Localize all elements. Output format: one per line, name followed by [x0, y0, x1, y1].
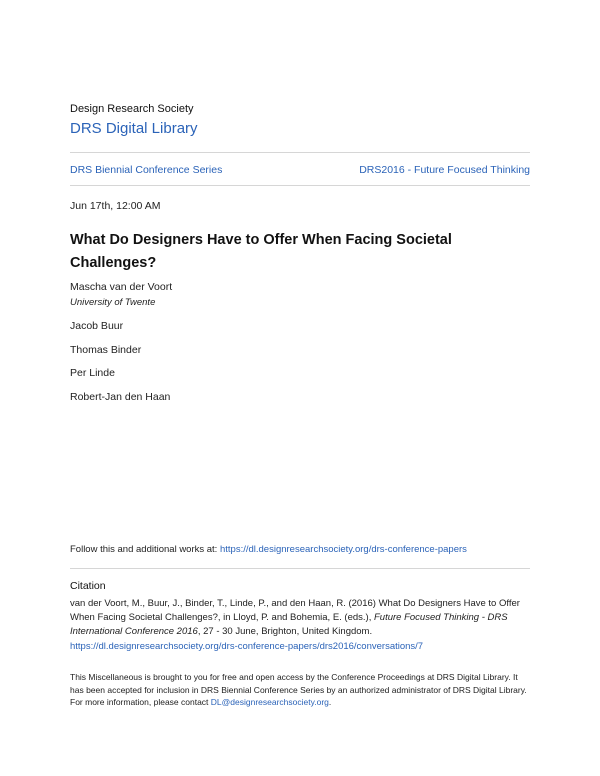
- author-name: Thomas Binder: [70, 344, 142, 356]
- access-notice: [70, 671, 532, 709]
- citation-text: [70, 597, 532, 654]
- author-name: Robert-Jan den Haan: [70, 391, 171, 403]
- paper-link[interactable]: https://dl.designresearchsociety.org/drs-conference-papers/drs2016/conversations/7: [70, 640, 424, 652]
- top-divider: [70, 152, 530, 153]
- citation-heading: Citation: [70, 580, 106, 592]
- library-link[interactable]: DRS Digital Library: [70, 120, 198, 137]
- contact-email-link[interactable]: DL@designresearchsociety.org: [210, 697, 329, 708]
- nav-divider: [70, 185, 530, 186]
- organization-name: Design Research Society: [70, 103, 194, 115]
- paper-title: [70, 229, 530, 275]
- citation-plain: van der Voort, M., Buur, J., Binder, T., Linde, P., and den Haan, R. (2016) What Do Designers Have to Offer When Facing Societal Challenges?, in Lloyd, P. and Bohemia, E. (eds.),: [70, 598, 520, 624]
- citation-divider: [70, 568, 530, 569]
- author-name: Per Linde: [70, 367, 115, 379]
- paper-title-line-1: What Do Designers Have to Offer When Facing Societal: [70, 232, 452, 248]
- notice-end: .: [328, 697, 332, 708]
- collection-link[interactable]: https://dl.designresearchsociety.org/drs-conference-papers: [219, 544, 467, 555]
- author-name: Jacob Buur: [70, 320, 124, 332]
- notice-text: This Miscellaneous is brought to you for free and open access by the Conference Proceedings at DRS Digital Library. It has been accepted for inclusion in DRS Biennial Conference Series by an authorized administrator of DRS Digital Library. For more information, please contact: [70, 672, 527, 708]
- conference-link[interactable]: DRS2016 - Future Focused Thinking: [359, 164, 530, 176]
- session-date: Jun 17th, 12:00 AM: [70, 200, 161, 212]
- paper-title-line-2: Challenges?: [70, 255, 157, 271]
- author-affiliation: University of Twente: [70, 297, 156, 308]
- author-name: Mascha van der Voort: [70, 281, 173, 293]
- citation-proceedings: Future Focused Thinking - DRS International Conference 2016: [70, 612, 508, 638]
- follow-text: Follow this and additional works at:: [70, 544, 220, 555]
- follow-line: [70, 544, 467, 555]
- series-link[interactable]: DRS Biennial Conference Series: [70, 164, 223, 176]
- citation-tail: , 27 - 30 June, Brighton, United Kingdom.: [197, 626, 373, 638]
